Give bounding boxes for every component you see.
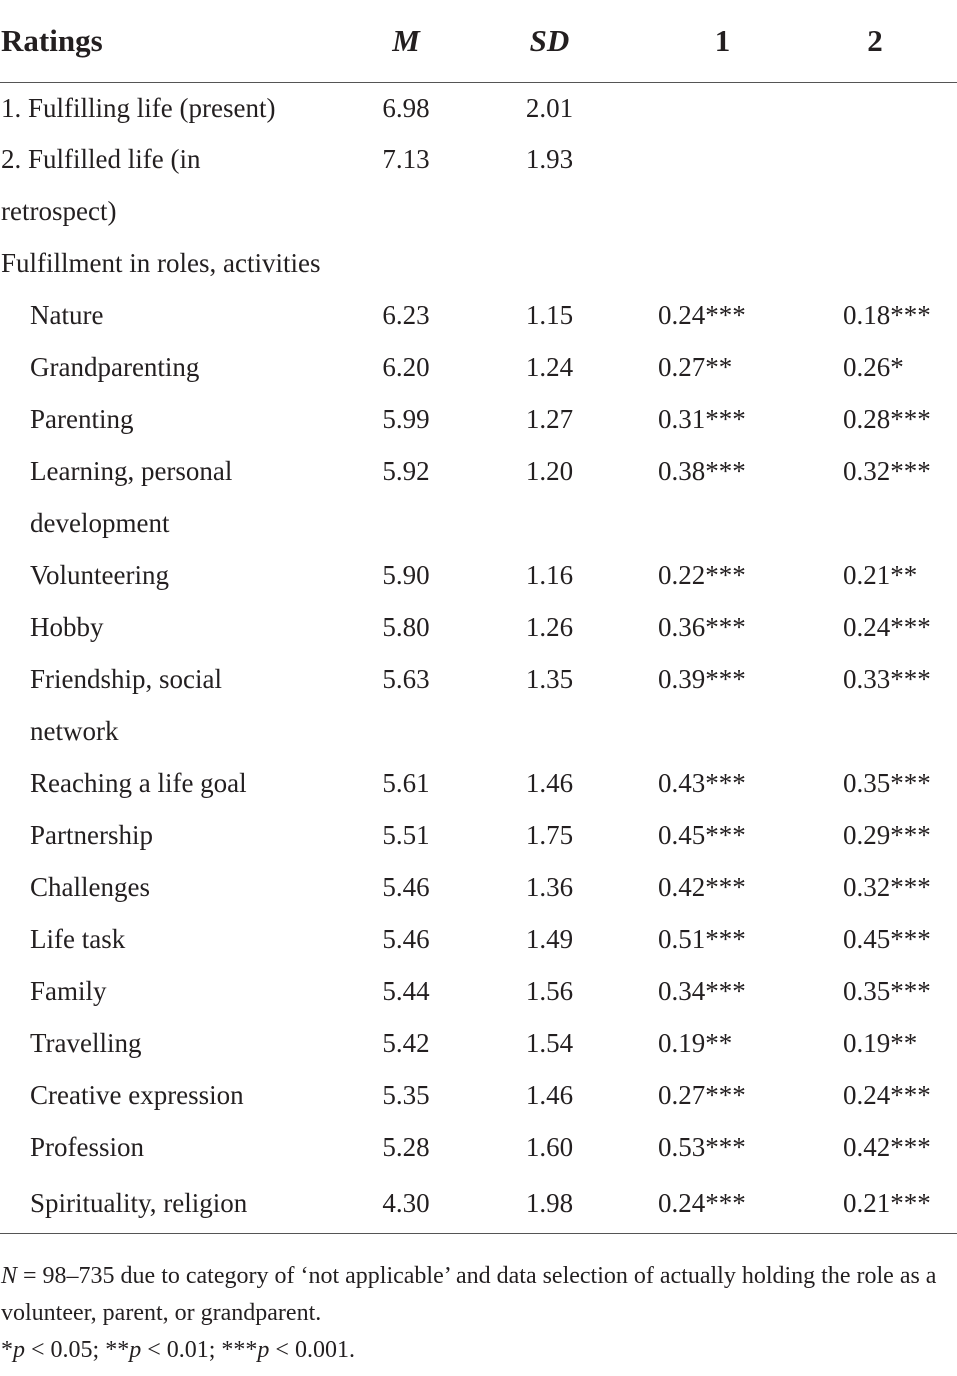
row-corr-2: 0.18***	[843, 299, 931, 330]
row-corr-2	[793, 497, 957, 549]
row-corr-1: 0.27***	[658, 1079, 746, 1110]
row-corr-1: 0.22***	[658, 559, 746, 590]
row-corr-2: 0.35***	[843, 975, 931, 1006]
note-n-text: = 98–735 due to category of ‘not applicable’ and data selection of actually holding the role as a volunteer, parent, or grandparent.	[1, 1263, 937, 1326]
row-corr-2: 0.35***	[843, 767, 931, 798]
row-label: development	[30, 507, 170, 538]
row-sd: 1.46	[525, 767, 574, 798]
note-n-symbol: N	[1, 1263, 18, 1289]
row-sd: 2.01	[525, 92, 574, 123]
header-col-1: 1	[652, 0, 793, 83]
table-row	[0, 965, 957, 1017]
row-corr-1: 0.53***	[658, 1131, 746, 1162]
table-header	[0, 0, 957, 83]
row-corr-2: 0.29***	[843, 819, 931, 850]
row-corr-1	[652, 705, 793, 757]
row-mean: 5.63	[382, 663, 430, 694]
row-corr-1	[652, 497, 793, 549]
row-mean: 5.46	[382, 871, 430, 902]
row-corr-1: 0.51***	[658, 923, 746, 954]
row-mean: 5.46	[382, 923, 430, 954]
row-corr-2	[793, 133, 957, 185]
row-sd	[447, 237, 652, 289]
table-notes	[1, 1258, 951, 1369]
row-label: Life task	[30, 923, 126, 954]
row-sd: 1.35	[525, 663, 574, 694]
table-body	[0, 83, 957, 1234]
row-corr-2: 0.32***	[843, 871, 931, 902]
row-sd	[447, 185, 652, 237]
row-corr-2: 0.42***	[843, 1131, 931, 1162]
note-p-symbol: p	[129, 1337, 142, 1363]
row-corr-2: 0.26*	[843, 351, 904, 382]
row-corr-1: 0.24***	[652, 1173, 793, 1234]
table-row	[0, 705, 957, 757]
row-corr-2: 0.24***	[843, 611, 931, 642]
row-label: Creative expression	[30, 1079, 244, 1110]
row-label: Family	[30, 975, 107, 1006]
row-mean: 5.51	[382, 819, 430, 850]
note-significance	[1, 1332, 951, 1369]
row-label: 1. Fulfilling life (present)	[1, 92, 276, 123]
row-label: Grandparenting	[30, 351, 200, 382]
row-label: Travelling	[30, 1027, 142, 1058]
row-sd: 1.75	[525, 819, 574, 850]
table-row	[0, 497, 957, 549]
row-mean	[365, 705, 447, 757]
row-mean: 5.92	[382, 455, 430, 486]
row-sd: 1.20	[525, 455, 574, 486]
row-sd: 1.15	[525, 299, 574, 330]
row-corr-2	[793, 83, 957, 134]
header-ratings: Ratings	[0, 0, 365, 83]
row-corr-2: 0.32***	[843, 455, 931, 486]
row-mean: 5.28	[382, 1131, 430, 1162]
row-mean: 6.98	[382, 92, 430, 123]
header-row	[0, 0, 957, 83]
row-sd: 1.98	[447, 1173, 652, 1234]
row-corr-2	[793, 705, 957, 757]
row-sd: 1.36	[525, 871, 574, 902]
row-corr-2	[793, 185, 957, 237]
row-mean	[365, 497, 447, 549]
row-corr-1	[652, 83, 793, 134]
row-corr-1	[652, 237, 793, 289]
row-corr-1: 0.39***	[658, 663, 746, 694]
row-label: Reaching a life goal	[30, 767, 247, 798]
table-row	[0, 133, 957, 185]
table-row	[0, 445, 957, 497]
row-corr-1: 0.31***	[658, 403, 746, 434]
row-corr-1: 0.36***	[658, 611, 746, 642]
note-p-symbol: p	[13, 1337, 25, 1363]
row-mean: 5.61	[382, 767, 430, 798]
table-row	[0, 83, 957, 134]
row-sd: 1.54	[525, 1027, 574, 1058]
row-mean: 5.80	[382, 611, 430, 642]
row-label: Volunteering	[30, 559, 169, 590]
row-sd: 1.49	[525, 923, 574, 954]
row-corr-2: 0.19**	[843, 1027, 918, 1058]
row-corr-2: 0.33***	[843, 663, 931, 694]
row-corr-2: 0.45***	[843, 923, 931, 954]
row-corr-1	[652, 133, 793, 185]
row-mean: 6.20	[382, 351, 430, 382]
row-corr-2	[793, 237, 957, 289]
row-sd: 1.46	[525, 1079, 574, 1110]
table-row	[0, 341, 957, 393]
note-p-symbol: p	[257, 1337, 270, 1363]
row-label: 2. Fulfilled life (in	[1, 143, 201, 174]
table-row	[0, 757, 957, 809]
row-mean: 7.13	[382, 143, 430, 174]
row-mean: 5.99	[382, 403, 430, 434]
row-label: Nature	[30, 299, 104, 330]
table-row	[0, 653, 957, 705]
row-corr-1: 0.38***	[658, 455, 746, 486]
row-corr-2: 0.21**	[843, 559, 918, 590]
row-corr-1: 0.43***	[658, 767, 746, 798]
row-label: Friendship, social	[30, 663, 222, 694]
table-row	[0, 1173, 957, 1234]
row-corr-1: 0.42***	[658, 871, 746, 902]
note-sig1-value: < 0.05;	[25, 1337, 106, 1363]
row-corr-1: 0.19**	[658, 1027, 733, 1058]
row-label: Spirituality, religion	[0, 1173, 365, 1234]
table-row	[0, 601, 957, 653]
row-label: Profession	[30, 1131, 144, 1162]
row-corr-1	[652, 185, 793, 237]
row-sd: 1.56	[525, 975, 574, 1006]
table-row	[0, 913, 957, 965]
row-corr-1: 0.27**	[658, 351, 733, 382]
row-label: network	[30, 715, 119, 746]
table-row	[0, 1121, 957, 1173]
row-sd: 1.93	[525, 143, 574, 174]
row-mean: 5.44	[382, 975, 430, 1006]
row-corr-1: 0.24***	[658, 299, 746, 330]
row-mean: 5.42	[382, 1027, 430, 1058]
note-sig2-value: < 0.01;	[141, 1337, 222, 1363]
table-row	[0, 1017, 957, 1069]
row-sd: 1.60	[525, 1131, 574, 1162]
row-sd: 1.24	[525, 351, 574, 382]
row-sd: 1.27	[525, 403, 574, 434]
row-mean: 5.90	[382, 559, 430, 590]
row-corr-2: 0.24***	[843, 1079, 931, 1110]
header-col-2: 2	[793, 0, 957, 83]
row-corr-1: 0.45***	[658, 819, 746, 850]
row-sd	[447, 705, 652, 757]
row-sd: 1.26	[525, 611, 574, 642]
row-corr-1: 0.34***	[658, 975, 746, 1006]
note-sample-size	[1, 1258, 951, 1332]
row-sd: 1.16	[525, 559, 574, 590]
table-row	[0, 393, 957, 445]
row-mean	[365, 237, 447, 289]
note-sig3-stars: ***	[221, 1337, 258, 1363]
note-sig1-stars: *	[1, 1337, 13, 1363]
table-row	[0, 809, 957, 861]
row-label: Partnership	[30, 819, 153, 850]
row-mean: 5.35	[382, 1079, 430, 1110]
table-row	[0, 237, 957, 289]
header-mean: M	[365, 0, 447, 83]
header-sd: SD	[447, 0, 652, 83]
row-label: Hobby	[30, 611, 104, 642]
table-row	[0, 185, 957, 237]
row-sd	[447, 497, 652, 549]
table-row	[0, 289, 957, 341]
row-label: Learning, personal	[30, 455, 233, 486]
row-mean	[365, 185, 447, 237]
row-mean: 6.23	[382, 299, 430, 330]
row-label: retrospect)	[1, 195, 117, 226]
row-corr-2: 0.21***	[793, 1173, 957, 1234]
row-corr-2: 0.28***	[843, 403, 931, 434]
note-sig3-value: < 0.001.	[269, 1337, 355, 1363]
table-row	[0, 549, 957, 601]
row-mean: 4.30	[365, 1173, 447, 1234]
row-label: Parenting	[30, 403, 134, 434]
note-sig2-stars: **	[105, 1337, 130, 1363]
row-label: Challenges	[30, 871, 150, 902]
row-label: Fulfillment in roles, activities	[1, 247, 321, 278]
table-row	[0, 1069, 957, 1121]
table-row	[0, 861, 957, 913]
